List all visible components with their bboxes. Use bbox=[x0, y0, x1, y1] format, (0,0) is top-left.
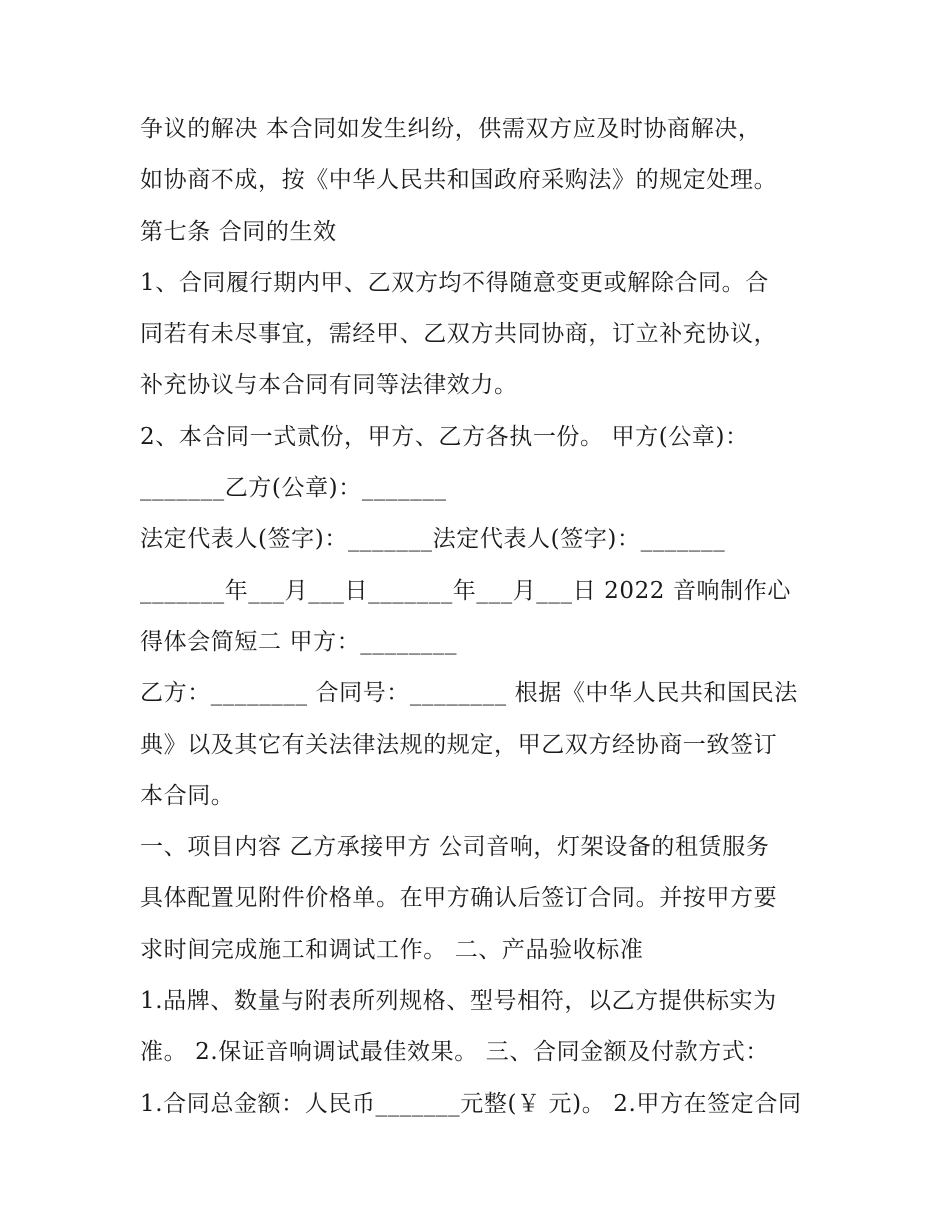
contract-text bbox=[140, 104, 820, 1130]
text-line: 1、合同履行期内甲、乙双方均不得随意变更或解除合同。合 bbox=[140, 269, 769, 296]
text-line: 典》以及其它有关法律法规的规定，甲乙双方经协商一致签订 bbox=[140, 731, 778, 758]
text-line: 具体配置见附件价格单。在甲方确认后签订合同。并按甲方要 bbox=[140, 885, 778, 912]
text-line: 1.品牌、数量与附表所列规格、型号相符，以乙方提供标实为 bbox=[140, 988, 777, 1015]
text-line: 同若有未尽事宜，需经甲、乙双方共同协商，订立补充协议， bbox=[140, 321, 778, 348]
text-line: 本合同。 bbox=[140, 782, 235, 809]
text-line: 一、项目内容 乙方承接甲方 公司音响，灯架设备的租赁服务 bbox=[140, 834, 770, 861]
signature-line: _______乙方(公章)：_______ bbox=[140, 475, 447, 502]
signature-line: 法定代表人(签字)：_______法定代表人(签字)：_______ bbox=[140, 526, 726, 553]
text-line: 争议的解决 本合同如发生纠纷，供需双方应及时协商解决， bbox=[140, 116, 762, 142]
section-heading: 第七条 合同的生效 bbox=[140, 218, 337, 245]
date-line: _______年___月___日_______年___月___日 2022 音响制作心 bbox=[140, 577, 791, 604]
text-line: 1.合同总金额：人民币_______元整(￥ 元)。 2.甲方在签定合同 bbox=[140, 1090, 802, 1117]
text-line: 准。 2.保证音响调试最佳效果。 三、合同金额及付款方式： bbox=[140, 1039, 769, 1066]
text-line: 得体会简短二 甲方：________ bbox=[140, 628, 458, 655]
text-line: 求时间完成施工和调试工作。 二、产品验收标准 bbox=[140, 936, 644, 963]
text-line: 如协商不成，按《中华人民共和国政府采购法》的规定处理。 bbox=[140, 167, 778, 194]
text-line: 补充协议与本合同有同等法律效力。 bbox=[140, 372, 518, 399]
text-line: 乙方：________ 合同号：________ 根据《中华人民共和国民法 bbox=[140, 680, 798, 707]
text-line: 2、本合同一式贰份，甲方、乙方各执一份。 甲方(公章)： bbox=[140, 423, 749, 450]
